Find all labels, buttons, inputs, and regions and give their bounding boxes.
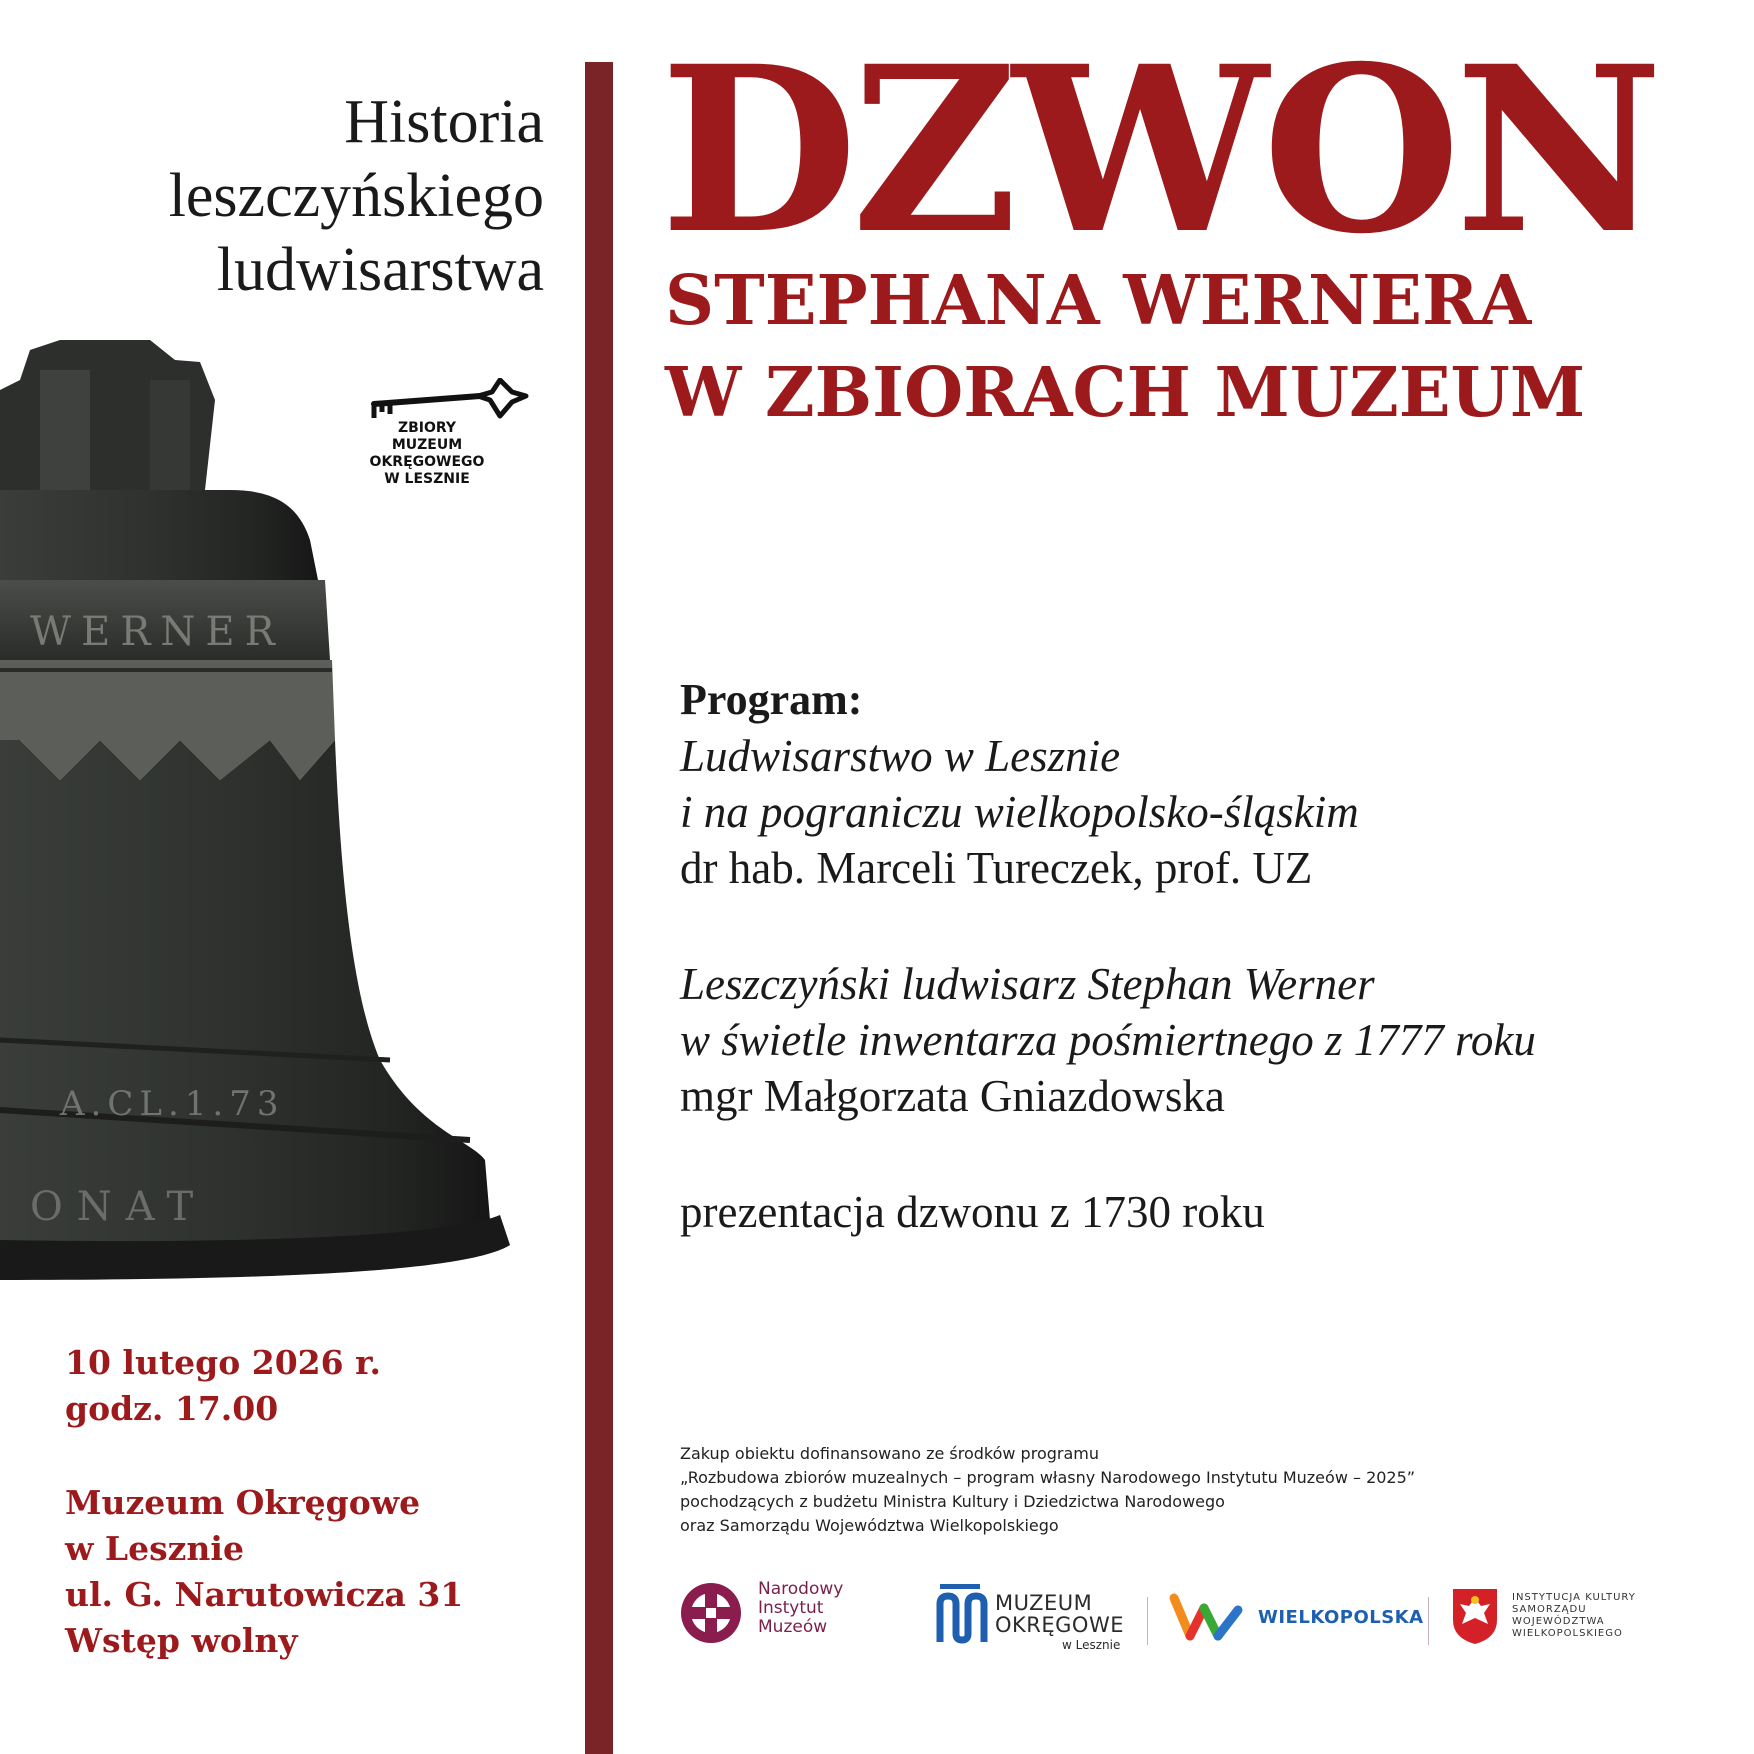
title-main: DZWON <box>660 16 1658 284</box>
collection-logo-line: ZBIORY <box>397 420 457 436</box>
program-label: Program: <box>680 675 863 724</box>
nim-logo-line: Muzeów <box>758 1617 828 1637</box>
title-sub-line: STEPHANA WERNERA <box>665 261 1532 341</box>
svg-text:WERNER: WERNER <box>30 609 285 655</box>
institution-logo <box>1450 1586 1650 1656</box>
talk-2-title: w świetle inwentarza pośmiertnego z 1777 roku <box>680 1015 1536 1065</box>
event-entry: Wstęp wolny <box>65 1621 298 1660</box>
institution-logo-line: INSTYTUCJA KULTURY <box>1512 1592 1636 1603</box>
event-date: 10 lutego 2026 r. <box>65 1343 381 1382</box>
institution-logo-line: WIELKOPOLSKIEGO <box>1512 1628 1623 1639</box>
bell-inscription-bottom <box>30 1184 207 1230</box>
muzeum-logo-line: MUZEUM <box>995 1591 1093 1615</box>
talk-1-title: Ludwisarstwo w Lesznie <box>680 731 1121 781</box>
subtitle <box>0 85 544 307</box>
title-sub <box>665 255 1725 439</box>
subtitle-line: leszczyńskiego <box>168 162 544 230</box>
muzeum-logo-line: OKRĘGOWE <box>995 1613 1124 1637</box>
talk-2-speaker: mgr Małgorzata Gniazdowska <box>680 1071 1225 1121</box>
funding-line: Zakup obiektu dofinansowano ze środków programu <box>680 1444 1099 1463</box>
presentation: prezentacja dzwonu z 1730 roku <box>680 1187 1265 1237</box>
institution-logo-line: WOJEWÓDZTWA <box>1512 1616 1605 1627</box>
muzeum-logo-text <box>995 1592 1124 1636</box>
logo-separator <box>1428 1597 1429 1645</box>
logo-separator <box>1147 1597 1148 1645</box>
talk-2-title: Leszczyński ludwisarz Stephan Werner <box>680 959 1375 1009</box>
event-info <box>65 1340 535 1664</box>
svg-text:ONAT: ONAT <box>30 1184 208 1230</box>
subtitle-line: Historia <box>344 88 544 156</box>
collection-logo-line: OKRĘGOWEGO <box>369 454 485 470</box>
event-time: godz. 17.00 <box>65 1389 279 1428</box>
muzeum-logo-small: w Lesznie <box>1062 1638 1121 1652</box>
wielkopolska-logo-text: WIELKOPOLSKA <box>1258 1607 1424 1628</box>
program-section <box>680 672 1720 1240</box>
collection-logo <box>360 378 540 500</box>
svg-text:A.CL.1.73: A.CL.1.73 <box>60 1084 285 1124</box>
wielkopolska-emblem-icon <box>1168 1590 1246 1646</box>
funding-line: oraz Samorządu Województwa Wielkopolskiego <box>680 1516 1059 1535</box>
talk-1-title: i na pograniczu wielkopolsko-śląskim <box>680 787 1359 837</box>
nim-emblem-icon <box>676 1578 746 1648</box>
wielkopolska-logo <box>1168 1590 1424 1650</box>
title-sub-line: W ZBIORACH MUZEUM <box>665 353 1586 433</box>
vertical-divider <box>585 62 613 1754</box>
nim-logo <box>676 1578 876 1650</box>
talk-1-speaker: dr hab. Marceli Tureczek, prof. UZ <box>680 843 1313 893</box>
funding-line: pochodzących z budżetu Ministra Kultury i Dziedzictwa Narodowego <box>680 1492 1225 1511</box>
collection-logo-text <box>362 420 492 488</box>
event-venue: Muzeum Okręgowe <box>65 1483 421 1522</box>
bell-inscription-middle <box>59 1084 284 1124</box>
collection-logo-line: W LESZNIE <box>384 471 470 487</box>
collection-logo-line: MUZEUM <box>391 437 463 453</box>
nim-logo-line: Narodowy <box>758 1579 844 1599</box>
subtitle-line: ludwisarstwa <box>216 236 544 304</box>
nim-logo-line: Instytut <box>758 1598 824 1618</box>
muzeum-emblem-icon <box>932 1584 988 1646</box>
coat-of-arms-icon <box>1450 1586 1500 1646</box>
institution-logo-text <box>1512 1592 1636 1640</box>
funding-line: „Rozbudowa zbiorów muzealnych – program własny Narodowego Instytutu Muzeów – 2025” <box>680 1468 1416 1487</box>
nim-logo-text <box>758 1580 843 1637</box>
event-venue: w Lesznie <box>65 1529 244 1568</box>
muzeum-okregowe-logo <box>932 1580 1132 1652</box>
funding-note <box>680 1442 1680 1538</box>
event-address: ul. G. Narutowicza 31 <box>65 1575 464 1614</box>
institution-logo-line: SAMORZĄDU <box>1512 1604 1587 1615</box>
bell-inscription-top <box>30 609 285 655</box>
